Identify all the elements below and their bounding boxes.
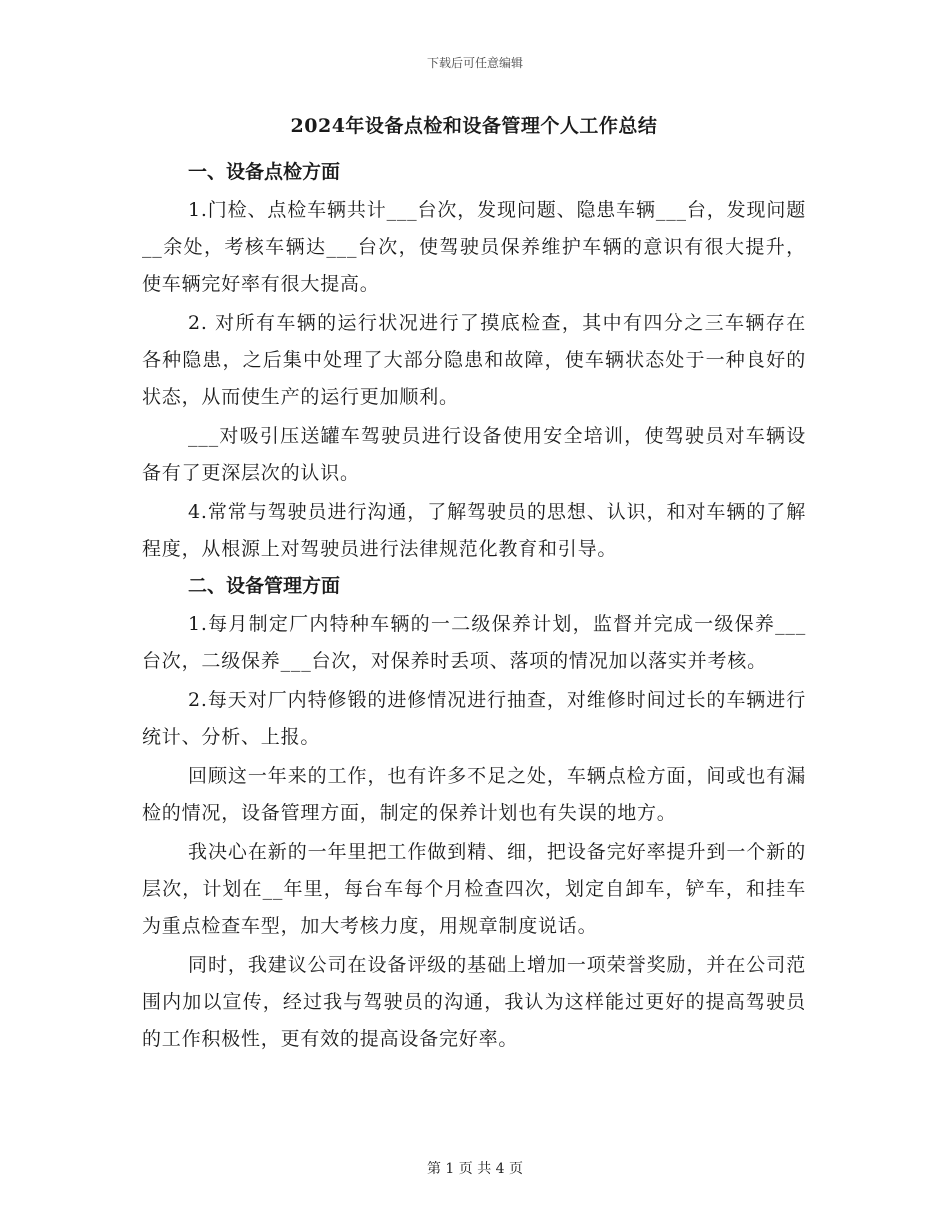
paragraph: 同时，我建议公司在设备评级的基础上增加一项荣誉奖励，并在公司范围内加以宣传，经过我与驾驶员的沟通，我认为这样能过更好的提高驾驶员的工作积极性，更有效的提高设备完好率。 xyxy=(142,954,806,1050)
document-title: 2024年设备点检和设备管理个人工作总结 xyxy=(290,115,658,137)
paragraph: 1.门检、点检车辆共计___台次，发现问题、隐患车辆___台，发现问题__余处，考核车辆达___台次，使驾驶员保养维护车辆的意识有很大提升，使车辆完好率有很大提高。 xyxy=(142,199,806,295)
paragraph: 回顾这一年来的工作，也有许多不足之处，车辆点检方面，间或也有漏检的情况，设备管理方面，制定的保养计划也有失误的地方。 xyxy=(142,765,806,824)
section-heading-management: 二、设备管理方面 xyxy=(188,575,341,597)
document-body xyxy=(142,112,806,1060)
header-note: 下载后可任意编辑 xyxy=(426,56,523,70)
section-heading-inspection: 一、设备点检方面 xyxy=(188,161,341,183)
paragraph: 2. 对所有车辆的运行状况进行了摸底检查，其中有四分之三车辆存在各种隐患，之后集中处理了大部分隐患和故障，使车辆状态处于一种良好的状态，从而使生产的运行更加顺利。 xyxy=(142,312,806,408)
paragraph: ___对吸引压送罐车驾驶员进行设备使用安全培训，使驾驶员对车辆设备有了更深层次的认识。 xyxy=(142,425,806,484)
paragraph: 1.每月制定厂内特种车辆的一二级保养计划，监督并完成一级保养___台次，二级保养___台次，对保养时丢项、落项的情况加以落实并考核。 xyxy=(142,613,806,672)
paragraph: 4.常常与驾驶员进行沟通，了解驾驶员的思想、认识，和对车辆的了解程度，从根源上对驾驶员进行法律规范化教育和引导。 xyxy=(142,501,806,560)
paragraph: 2.每天对厂内特修锻的进修情况进行抽查，对维修时间过长的车辆进行统计、分析、上报。 xyxy=(142,689,806,748)
paragraph: 我决心在新的一年里把工作做到精、细，把设备完好率提升到一个新的层次，计划在__年里，每台车每个月检查四次，划定自卸车，铲车，和挂车为重点检查车型，加大考核力度，用规章制度说话。 xyxy=(142,841,806,937)
page-number-footer: 第 1 页 共 4 页 xyxy=(426,1161,524,1177)
